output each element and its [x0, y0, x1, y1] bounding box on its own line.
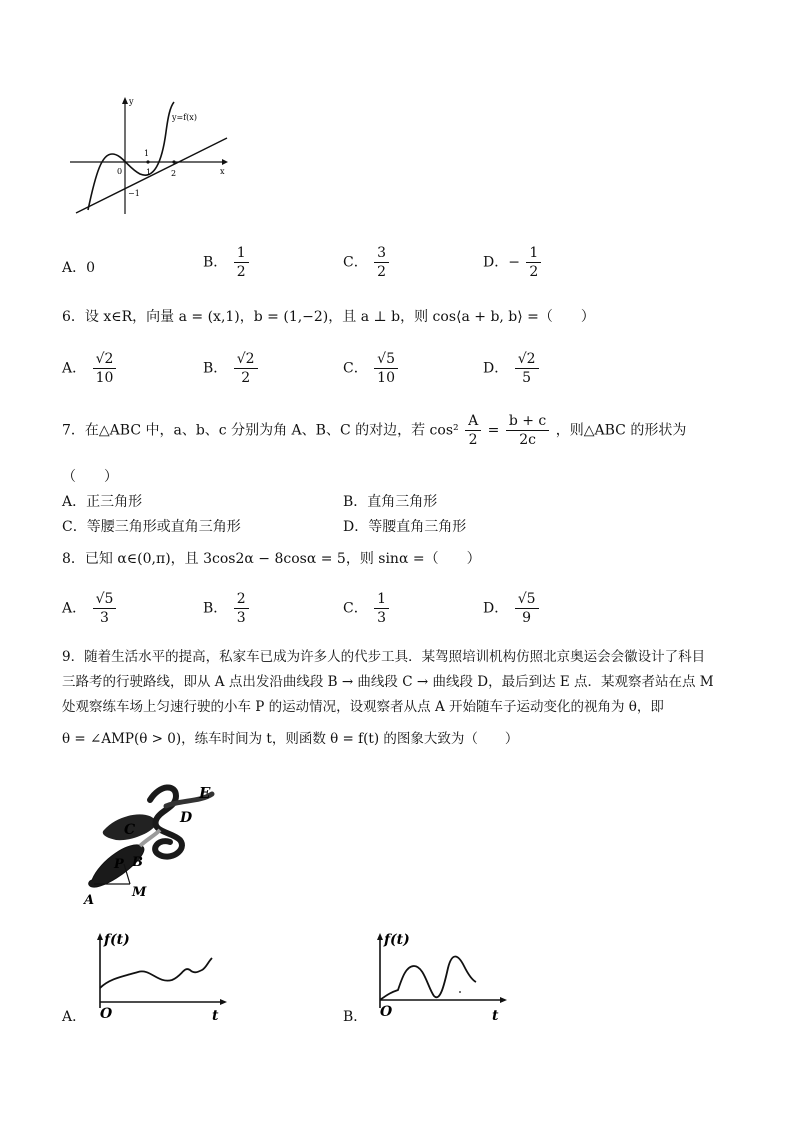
q5-option-c[interactable]: [343, 244, 391, 281]
option-letter: A．: [62, 600, 87, 617]
question-8: 8．已知 α∈(0,π)，且 3cos2α − 8cosα = 5，则 sinα =（ ）: [62, 551, 481, 567]
q5-function-graph: [62, 92, 237, 222]
q8-option-c[interactable]: [343, 590, 391, 627]
q5-option-a[interactable]: [62, 257, 95, 277]
option-fraction: $\frac{√2}{2}$: [234, 350, 258, 387]
option-fraction: $\frac{3}{2}$: [374, 244, 389, 281]
graph-b-ylabel: f(t): [384, 932, 410, 948]
graph-a-xlabel: t: [212, 1008, 219, 1023]
curve-label: y=f(x): [172, 113, 197, 122]
option-letter: D．: [483, 600, 509, 617]
q9-track-figure: [80, 780, 230, 910]
q8-option-d[interactable]: [483, 590, 541, 627]
question-9-line-3: 处观察练车场上匀速行驶的小车 P 的运动情况，设观察者从点 A 开始随车子运动变化的视角为 θ，即: [62, 699, 664, 715]
q7-option-a[interactable]: A．正三角形: [62, 494, 143, 510]
option-fraction: $\frac{√2}{10}$: [93, 350, 117, 387]
q6-option-a[interactable]: [62, 350, 118, 387]
option-fraction: $\frac{2}{3}$: [234, 590, 249, 627]
tick-label-two-x: 2: [171, 169, 177, 178]
option-letter: A．: [62, 360, 87, 377]
question-9-line-1: 9．随着生活水平的提高，私家车已成为许多人的代步工具．某驾照培训机构仿照北京奥运会会徽设计了科目: [62, 649, 706, 665]
q9-option-b-letter[interactable]: B．: [343, 1009, 368, 1025]
q6-option-c[interactable]: [343, 350, 400, 387]
q7-answer-paren: （ ）: [62, 469, 118, 485]
option-fraction: $\frac{√2}{5}$: [515, 350, 539, 387]
graph-b-origin: O: [380, 1004, 393, 1020]
graph-a-ylabel: f(t): [104, 932, 130, 948]
q7-text-start: 7．在△ABC 中，a、b、c 分别为角 A、B、C 的对边，若 cos²: [62, 422, 459, 439]
label-B: B: [132, 855, 143, 870]
option-letter: D．: [483, 360, 509, 377]
q9-option-a-graph[interactable]: [90, 928, 230, 1023]
q7-text-end: ，则△ABC 的形状为: [555, 422, 687, 439]
graph-a-origin: O: [100, 1006, 113, 1022]
option-letter: C．: [343, 600, 368, 617]
option-letter: D．: [483, 254, 509, 271]
option-fraction: $\frac{1}{3}$: [374, 590, 389, 627]
q7-fraction-bc: $\frac{b + c}{2c}$: [506, 412, 549, 449]
question-9-line-4: θ = ∠AMP(θ > 0)，练车时间为 t，则函数 θ = f(t) 的图象大致为（ ）: [62, 731, 519, 747]
tick-label-one-y: 1: [144, 149, 150, 158]
option-fraction: $\frac{√5}{9}$: [515, 590, 539, 627]
q6-option-b[interactable]: [203, 350, 260, 387]
option-sign: −: [508, 254, 520, 271]
tick-label-one-x: 1: [146, 168, 152, 177]
option-letter: C．: [343, 254, 368, 271]
label-E: E: [199, 784, 211, 802]
question-9-line-2: 三路考的行驶路线，即从 A 点出发沿曲线段 B → 曲线段 C → 曲线段 D，最后到达 E 点．某观察者站在点 M: [62, 674, 714, 690]
option-letter: B．: [203, 600, 228, 617]
y-axis-label: y: [129, 97, 134, 106]
question-7: [62, 412, 686, 449]
q8-option-a[interactable]: [62, 590, 118, 627]
option-fraction: $\frac{√5}{10}$: [374, 350, 398, 387]
q8-option-b[interactable]: [203, 590, 251, 627]
q5-option-b[interactable]: [203, 244, 251, 281]
x-axis-label: x: [220, 167, 225, 176]
option-letter: B．: [203, 254, 228, 271]
option-letter: B．: [203, 360, 228, 377]
q7-option-b[interactable]: B．直角三角形: [343, 494, 438, 510]
label-P: P: [114, 857, 124, 872]
q9-option-a-letter[interactable]: A．: [62, 1009, 87, 1025]
q9-option-b-graph[interactable]: [370, 928, 510, 1023]
option-fraction: $\frac{1}{2}$: [526, 244, 541, 281]
option-fraction: $\frac{√5}{3}$: [93, 590, 117, 627]
option-letter: C．: [343, 360, 368, 377]
q7-option-d[interactable]: D．等腰直角三角形: [343, 519, 467, 535]
option-fraction: $\frac{1}{2}$: [234, 244, 249, 281]
q5-option-d[interactable]: [483, 244, 543, 281]
option-letter: A．: [62, 260, 87, 276]
question-6: 6．设 x∈R，向量 a = (x,1)，b = (1,−2)，且 a ⊥ b，则 cos⟨a + b, b⟩ =（ ）: [62, 309, 595, 325]
label-C: C: [124, 822, 136, 838]
label-M: M: [132, 885, 147, 900]
tick-label-neg-one: −1: [128, 189, 140, 198]
graph-b-xlabel: t: [492, 1008, 499, 1023]
option-value: 0: [86, 260, 96, 276]
origin-label: 0: [117, 167, 123, 176]
q7-equals: =: [487, 422, 500, 439]
q7-fraction-a: $\frac{A}{2}$: [465, 412, 481, 449]
q7-option-c[interactable]: C．等腰三角形或直角三角形: [62, 519, 241, 535]
label-A: A: [84, 893, 95, 908]
q6-option-d[interactable]: [483, 350, 541, 387]
label-D: D: [180, 810, 193, 826]
